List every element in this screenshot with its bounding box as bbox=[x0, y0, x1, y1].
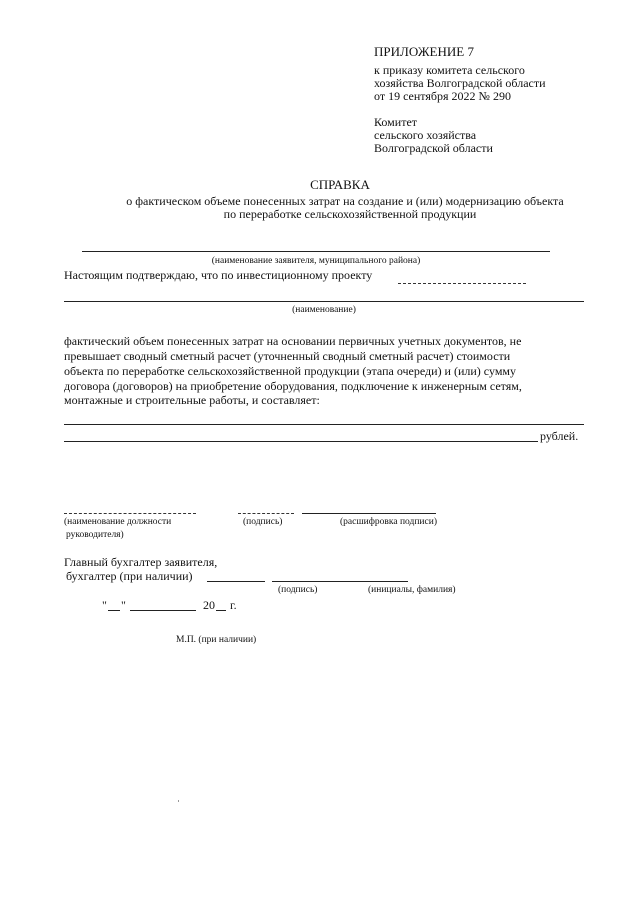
date-day-field bbox=[108, 610, 120, 611]
accountant-name-caption: (инициалы, фамилия) bbox=[368, 585, 456, 595]
amount-line-1 bbox=[64, 424, 584, 425]
order-reference-line-2: хозяйства Волгоградской области bbox=[374, 76, 546, 90]
order-reference-line-3: от 19 сентября 2022 № 290 bbox=[374, 89, 511, 103]
document-subtitle-line-2: по переработке сельскохозяйственной продукции bbox=[223, 207, 477, 221]
accountant-line-2: бухгалтер (при наличии) bbox=[66, 569, 193, 583]
committee-line-2: сельского хозяйства bbox=[374, 128, 477, 142]
body-line-4: договора (договоров) на приобретение оборудования, подключение к инженерным сетям, bbox=[64, 379, 522, 393]
signature-decode-field bbox=[302, 513, 436, 514]
signature-caption: (подпись) bbox=[243, 517, 283, 527]
body-line-3: объекта по переработке сельскохозяйственной продукции (этапа очереди) и (или) сумму bbox=[64, 364, 517, 378]
order-reference-line-1: к приказу комитета сельского bbox=[374, 63, 525, 77]
decode-caption: (расшифровка подписи) bbox=[340, 517, 437, 527]
signature-field bbox=[238, 513, 294, 514]
confirmation-text: Настоящим подтверждаю, что по инвестиционному проекту bbox=[64, 268, 373, 282]
accountant-signature-field bbox=[207, 581, 265, 582]
stamp-place: М.П. (при наличии) bbox=[176, 635, 257, 645]
date-close-quote: " bbox=[121, 598, 126, 612]
document-title: СПРАВКА bbox=[310, 177, 370, 192]
project-name-field bbox=[398, 283, 526, 284]
position-caption-2: руководителя) bbox=[66, 530, 124, 540]
date-year-field bbox=[216, 610, 226, 611]
date-year-prefix: 20 bbox=[203, 598, 215, 612]
applicant-caption: (наименование заявителя, муниципального района) bbox=[211, 256, 421, 266]
document-subtitle-line-1: о фактическом объеме понесенных затрат на создание и (или) модернизацию объекта bbox=[126, 194, 564, 208]
position-caption-1: (наименование должности bbox=[64, 517, 172, 527]
position-field bbox=[64, 513, 196, 514]
body-line-1: фактический объем понесенных затрат на основании первичных учетных документов, не bbox=[64, 334, 522, 348]
accountant-name-field bbox=[272, 581, 408, 582]
project-name-caption: (наименование) bbox=[292, 305, 356, 315]
currency-label: рублей. bbox=[540, 429, 579, 443]
date-month-field bbox=[130, 610, 196, 611]
date-year-suffix: г. bbox=[230, 598, 237, 612]
committee-line-1: Комитет bbox=[374, 115, 418, 129]
date-open-quote: " bbox=[102, 598, 107, 612]
body-line-2: превышает сводный сметный расчет (уточненный сводный сметный расчет) стоимости bbox=[64, 349, 511, 363]
project-name-line bbox=[64, 301, 584, 302]
body-line-5: монтажные и строительные работы, и составляет: bbox=[64, 393, 320, 407]
accountant-line-1: Главный бухгалтер заявителя, bbox=[64, 555, 218, 569]
applicant-name-line bbox=[82, 251, 550, 252]
appendix-number: ПРИЛОЖЕНИЕ 7 bbox=[374, 44, 474, 59]
accountant-signature-caption: (подпись) bbox=[278, 585, 318, 595]
amount-line-2 bbox=[64, 441, 538, 442]
scan-speck bbox=[178, 800, 179, 802]
committee-line-3: Волгоградской области bbox=[374, 141, 493, 155]
